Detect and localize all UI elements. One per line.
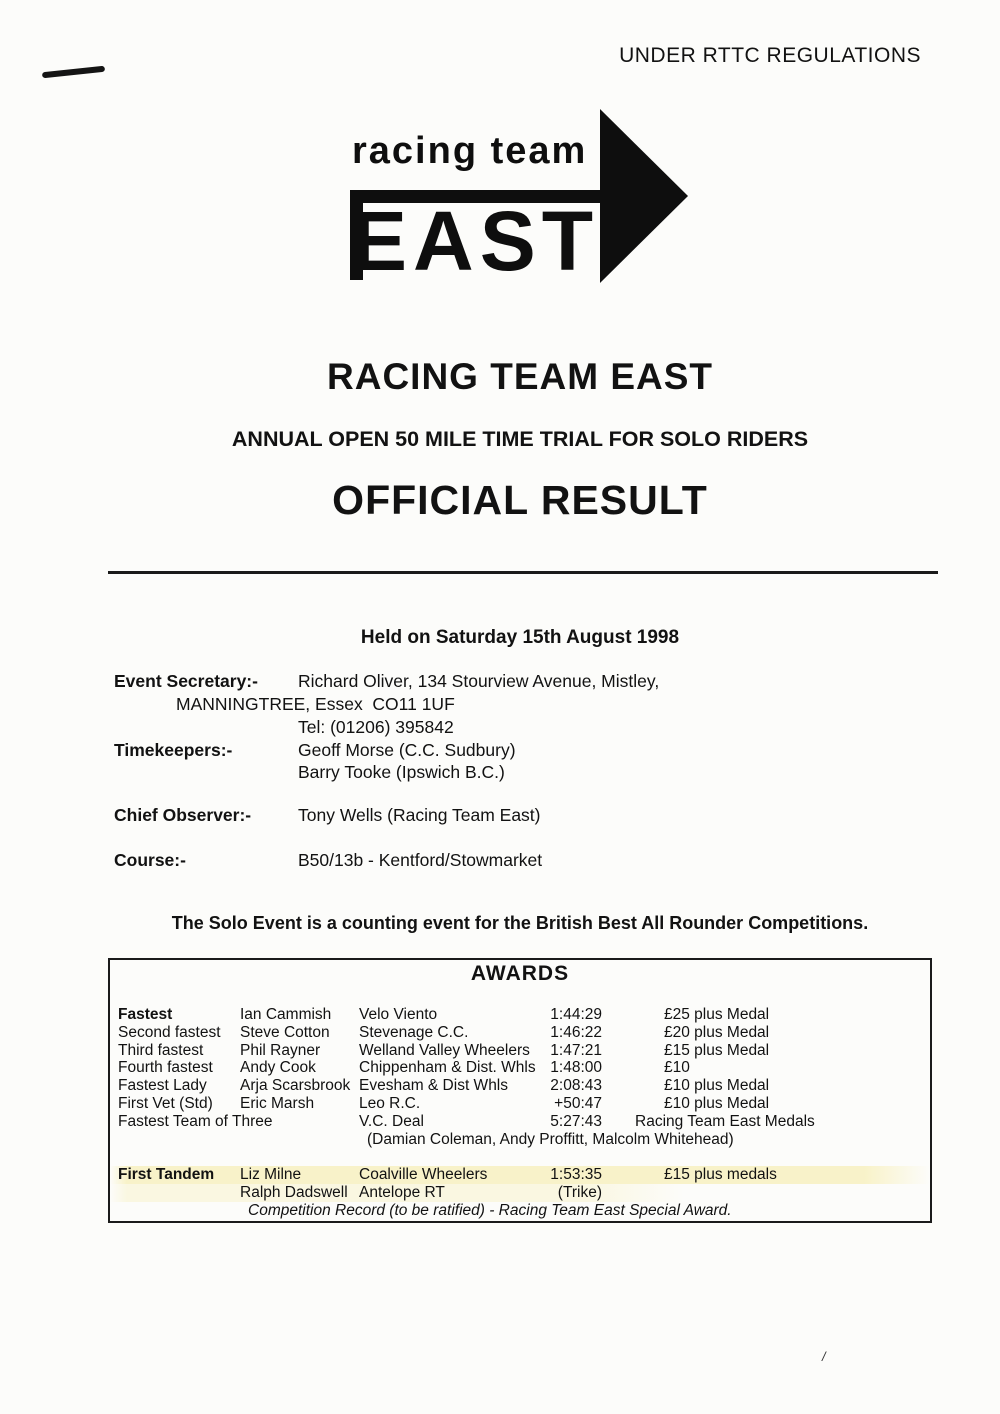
rider-cell: Liz Milne <box>240 1166 302 1184</box>
rider-cell: Phil Rayner <box>240 1041 321 1059</box>
timekeeper1: Geoff Morse (C.C. Sudbury) <box>298 740 516 760</box>
awards-row <box>110 1077 930 1095</box>
awards-row <box>110 1184 930 1202</box>
rider-cell: Eric Marsh <box>240 1094 315 1112</box>
award-cell: Fastest <box>118 1006 173 1023</box>
awards-row <box>110 1059 930 1077</box>
award-cell: Fastest Lady <box>118 1077 207 1095</box>
club-cell: Antelope RT <box>359 1183 445 1201</box>
awards-row <box>110 1113 930 1131</box>
prize-cell: £10 plus Medal <box>664 1077 770 1095</box>
course-value: B50/13b - Kentford/Stowmarket <box>298 850 543 870</box>
observer-label: Chief Observer:- <box>114 805 252 825</box>
prize-cell: £15 plus Medal <box>664 1041 770 1059</box>
secretary-line2: MANNINGTREE, Essex CO11 1UF <box>176 694 455 714</box>
club-cell: Chippenham & Dist. Whls <box>359 1059 536 1077</box>
awards-row <box>110 1095 930 1113</box>
regulation-note: UNDER RTTC REGULATIONS <box>619 44 921 67</box>
secretary-line3: Tel: (01206) 395842 <box>298 717 454 737</box>
awards-row <box>110 1166 930 1184</box>
award-cell: Second fastest <box>118 1023 221 1041</box>
held-on-line: Held on Saturday 15th August 1998 <box>360 627 680 648</box>
award-cell: First Tandem <box>118 1166 215 1184</box>
rider-cell: Steve Cotton <box>240 1023 330 1041</box>
time-cell: +50:47 <box>554 1094 602 1112</box>
awards-rows <box>110 1006 930 1220</box>
award-cell: First Vet (Std) <box>118 1094 213 1112</box>
award-cell: Third fastest <box>118 1041 204 1059</box>
counting-event-note: The Solo Event is a counting event for the British Best All Rounder Competitions. <box>171 913 869 933</box>
rider-cell: Arja Scarsbrook <box>240 1077 351 1095</box>
club-cell: V.C. Deal <box>359 1112 424 1130</box>
event-subtitle: ANNUAL OPEN 50 MILE TIME TRIAL FOR SOLO RIDERS <box>231 427 809 451</box>
course-label: Course:- <box>114 850 186 870</box>
stray-mark: / <box>822 1349 826 1364</box>
logo-east-text: EAST <box>351 194 600 288</box>
awards-row <box>110 1006 930 1024</box>
club-cell: Coalville Wheelers <box>359 1166 488 1184</box>
prize-cell: £10 plus Medal <box>664 1094 770 1112</box>
logo-racing-team-text: racing team <box>352 130 588 172</box>
time-cell: 2:08:43 <box>550 1077 602 1095</box>
time-cell: 1:47:21 <box>550 1041 602 1059</box>
time-cell: 1:53:35 <box>550 1166 602 1184</box>
rider-cell: Andy Cook <box>240 1059 316 1077</box>
prize-cell: £10 <box>664 1059 690 1077</box>
club-cell: Stevenage C.C. <box>359 1023 469 1041</box>
time-cell: 1:44:29 <box>550 1006 602 1023</box>
awards-title: AWARDS <box>470 962 570 985</box>
competition-record-note: Competition Record (to be ratified) - Racing Team East Special Award. <box>248 1201 732 1219</box>
award-cell <box>118 1184 240 1202</box>
time-cell: 1:48:00 <box>550 1059 602 1077</box>
team-members-line: (Damian Coleman, Andy Proffitt, Malcolm Whitehead) <box>367 1130 734 1148</box>
row-spacer <box>110 1148 930 1166</box>
rider-cell: Ralph Dadswell <box>240 1183 348 1201</box>
prize-cell: £20 plus Medal <box>664 1023 770 1041</box>
club-cell: Velo Viento <box>359 1006 438 1023</box>
secretary-line1: Richard Oliver, 134 Stourview Avenue, Mistley, <box>298 671 660 691</box>
timekeepers-label: Timekeepers:- <box>114 740 233 760</box>
award-cell: Fastest Team of Three <box>118 1112 273 1130</box>
awards-row <box>110 1024 930 1042</box>
horizontal-rule <box>108 571 938 574</box>
award-cell: Fourth fastest <box>118 1059 213 1077</box>
page-title: RACING TEAM EAST <box>327 356 713 397</box>
rider-cell: Ian Cammish <box>240 1006 332 1023</box>
club-cell: Welland Valley Wheelers <box>359 1041 530 1059</box>
timekeeper2: Barry Tooke (Ipswich B.C.) <box>298 762 505 782</box>
prize-cell: £15 plus medals <box>664 1166 777 1184</box>
right-arrow-icon <box>600 109 688 283</box>
prize-cell <box>602 1184 930 1202</box>
observer-value: Tony Wells (Racing Team East) <box>298 805 541 825</box>
time-cell: (Trike) <box>557 1183 602 1201</box>
club-cell: Evesham & Dist Whls <box>359 1077 509 1095</box>
time-cell: 1:46:22 <box>550 1023 602 1041</box>
prize-cell: Racing Team East Medals <box>635 1112 815 1130</box>
result-heading: OFFICIAL RESULT <box>332 477 708 523</box>
secretary-label: Event Secretary:- <box>114 671 258 691</box>
time-cell: 5:27:43 <box>550 1112 602 1130</box>
club-cell: Leo R.C. <box>359 1094 421 1112</box>
awards-box <box>108 958 932 1223</box>
awards-row <box>110 1042 930 1060</box>
prize-cell: £25 plus Medal <box>664 1006 770 1023</box>
rider-cell <box>240 1113 359 1131</box>
